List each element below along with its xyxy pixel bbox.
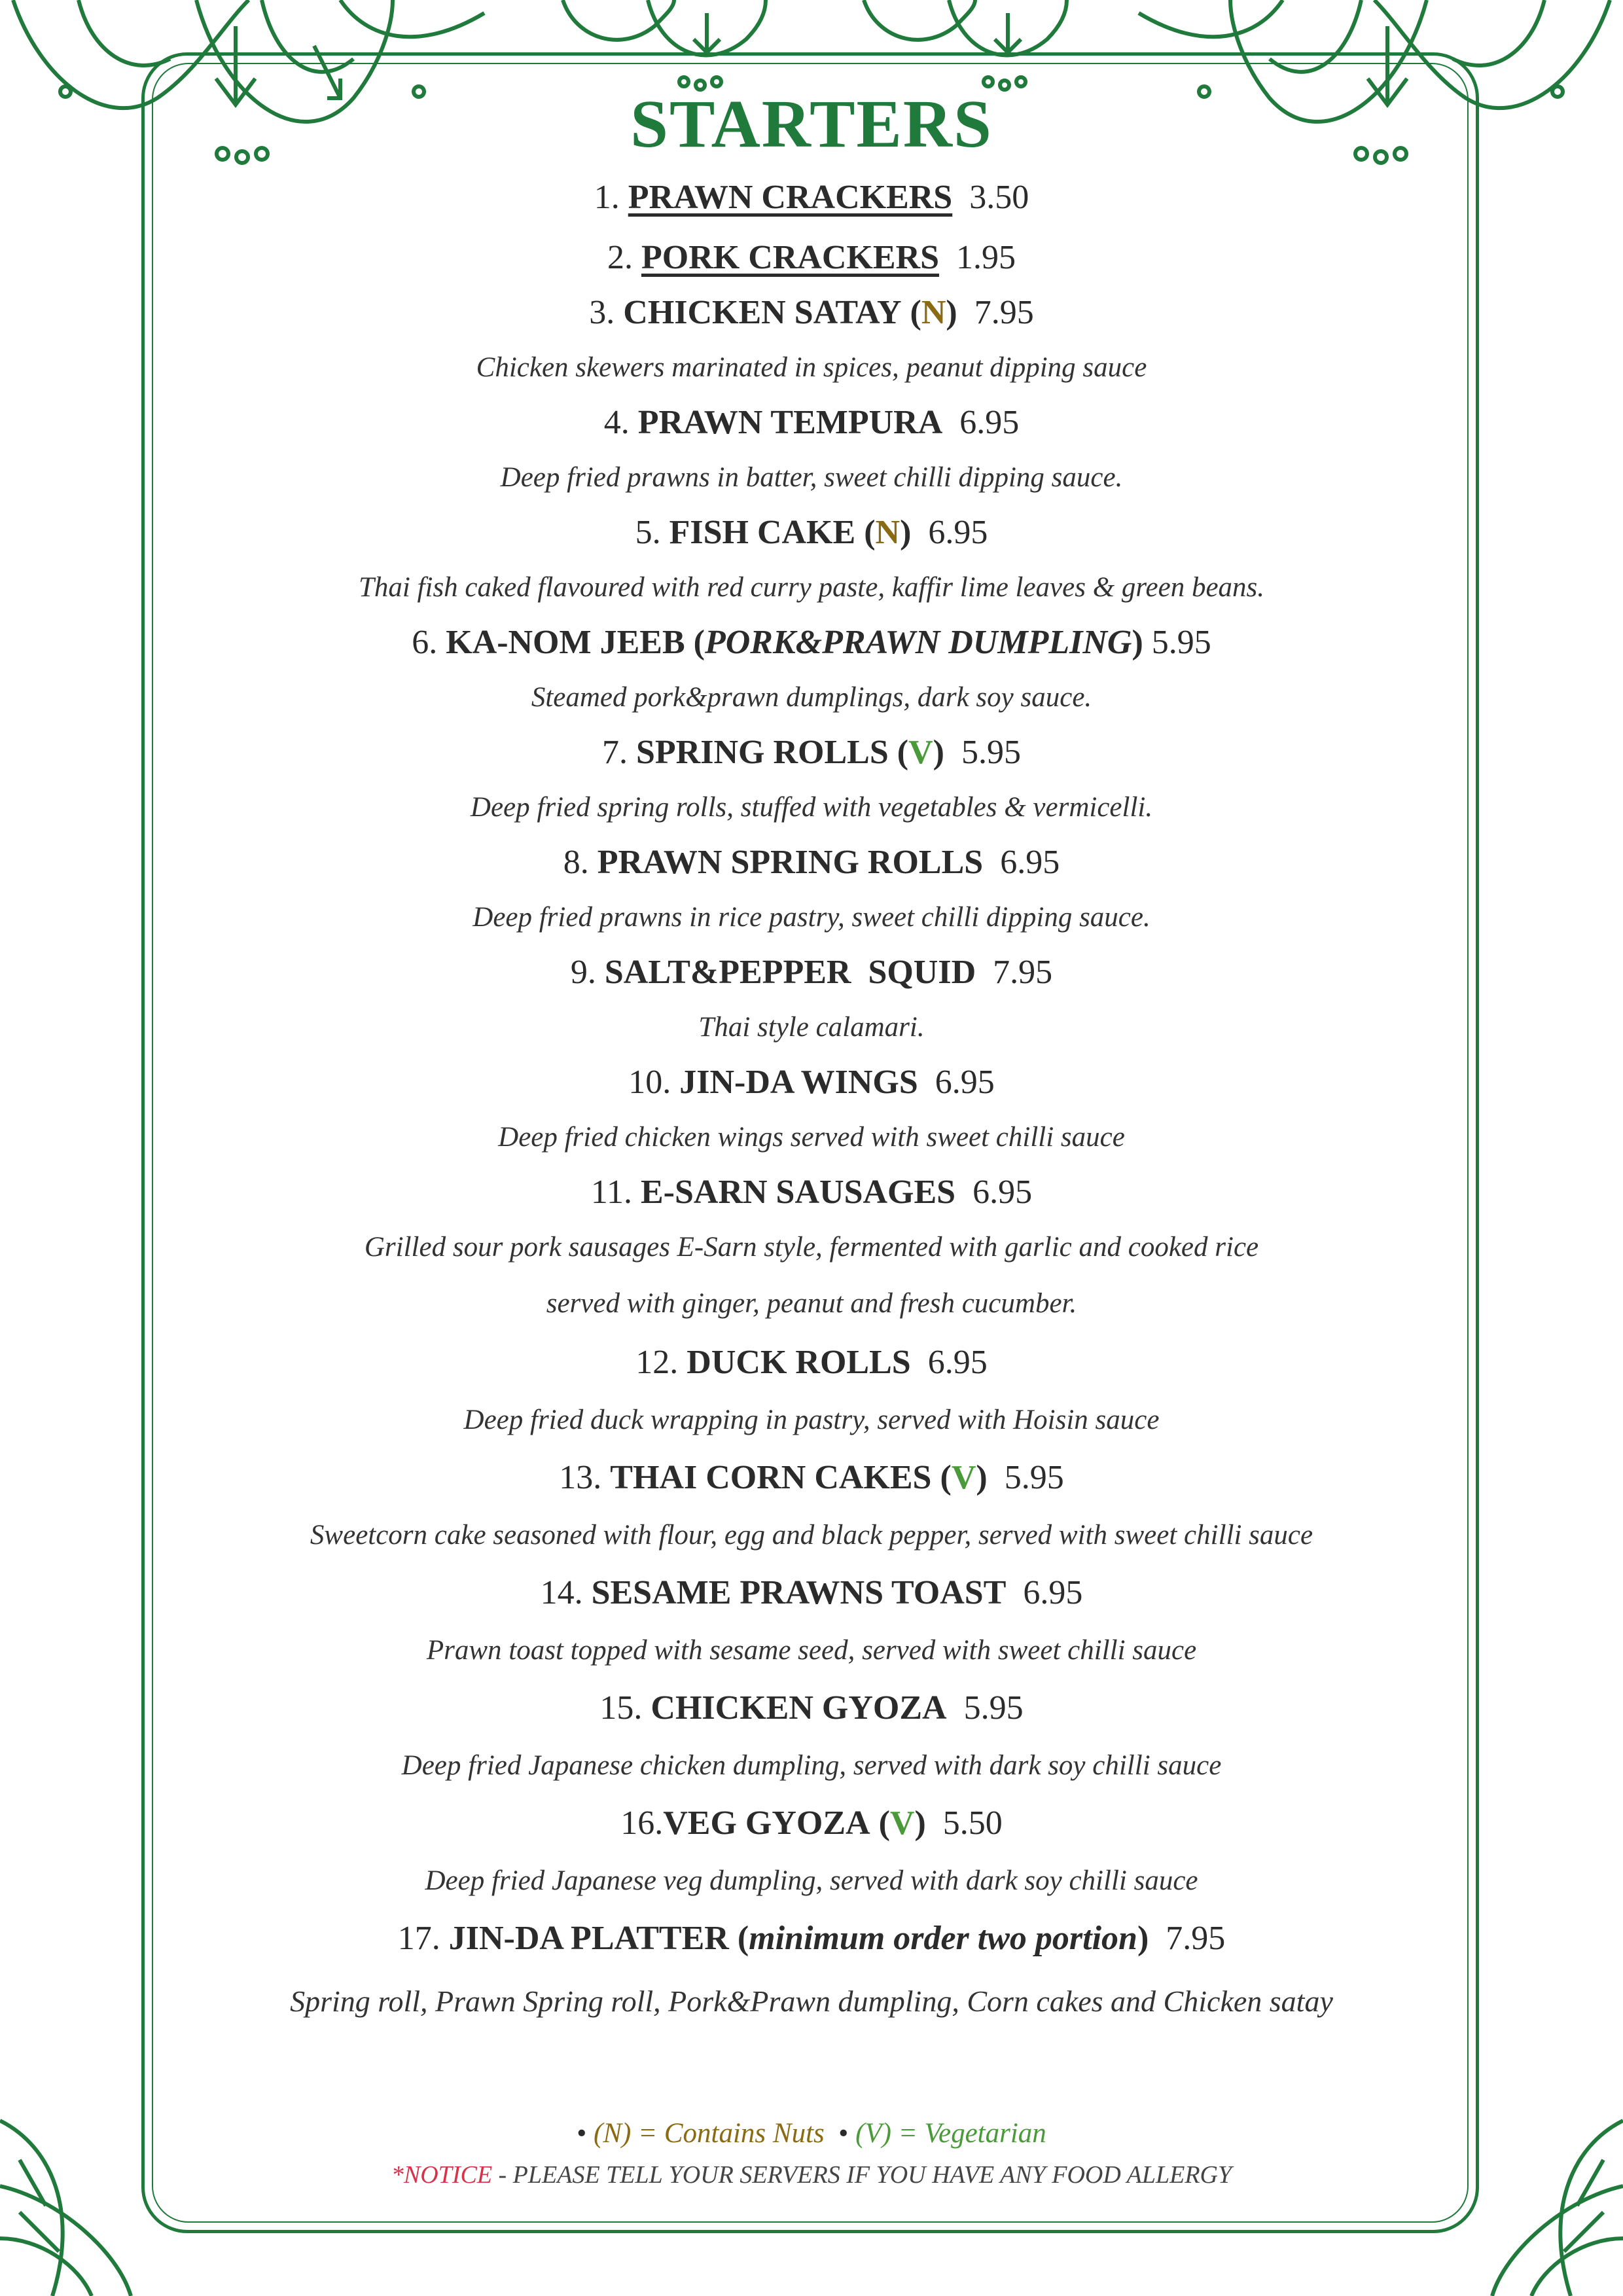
item-description: Deep fried Japanese veg dumpling, served with dark soy chilli sauce <box>425 1865 1198 1896</box>
nuts-legend: (N) = Contains Nuts <box>594 2118 825 2149</box>
item-price: 6.95 <box>972 1174 1033 1211</box>
item-name: SESAME PRAWNS TOAST <box>591 1574 1007 1611</box>
vegetarian-tag: V <box>889 1804 915 1842</box>
item-price: 6.95 <box>935 1064 995 1101</box>
item-description: Sweetcorn cake seasoned with flour, egg and black pepper, served with sweet chilli sauce <box>310 1520 1313 1551</box>
item-description: Prawn toast topped with sesame seed, served with sweet chilli sauce <box>426 1635 1197 1666</box>
item-description: Deep fried duck wrapping in pastry, served with Hoisin sauce <box>463 1405 1160 1435</box>
menu-item-16: 16.VEG GYOZA (V) 5.50 <box>620 1804 1003 1842</box>
item-price: 7.95 <box>1166 1920 1226 1957</box>
item-description: Steamed pork&prawn dumplings, dark soy sauce. <box>531 682 1092 713</box>
item-price: 7.95 <box>974 294 1034 331</box>
item-price: 6.95 <box>927 1344 988 1381</box>
item-description: Thai fish caked flavoured with red curry paste, kaffir lime leaves & green beans. <box>358 572 1265 603</box>
item-price: 6.95 <box>1000 844 1060 881</box>
item-number: 8. <box>563 844 589 881</box>
item-number: 9. <box>570 954 596 991</box>
menu-item-6: 6. KA-NOM JEEB (PORK&PRAWN DUMPLING) 5.95 <box>412 624 1211 661</box>
item-price: 6.95 <box>959 404 1020 441</box>
item-price: 1.95 <box>956 239 1016 276</box>
item-price: 5.95 <box>1151 624 1211 661</box>
item-name: THAI CORN CAKES <box>610 1459 932 1496</box>
item-name: E-SARN SAUSAGES <box>640 1174 956 1211</box>
item-price: 7.95 <box>993 954 1053 991</box>
item-price: 5.95 <box>963 1689 1024 1727</box>
item-name: SALT&PEPPER SQUID <box>604 954 976 991</box>
item-price: 5.95 <box>1004 1459 1064 1496</box>
item-name: FISH CAKE <box>669 514 856 551</box>
nuts-tag: N <box>875 514 901 551</box>
item-name: PRAWN CRACKERS <box>628 179 953 216</box>
item-name: CHICKEN GYOZA <box>651 1689 947 1727</box>
vegetarian-tag: V <box>908 734 933 771</box>
item-name: JIN-DA PLATTER <box>448 1920 729 1957</box>
item-description: Thai style calamari. <box>698 1012 925 1043</box>
menu-item-15 <box>157 1687 1466 1729</box>
item-name: CHICKEN SATAY <box>623 294 902 331</box>
menu-item-14 <box>157 1572 1466 1614</box>
item-subtitle: minimum order two portion <box>749 1920 1137 1957</box>
item-name: JIN-DA WINGS <box>679 1064 918 1101</box>
allergy-notice <box>0 2159 1623 2191</box>
item-price: 5.50 <box>942 1804 1003 1842</box>
menu-item-3: 3. CHICKEN SATAY (N) 7.95 <box>589 294 1034 331</box>
vegetarian-legend: (V) = Vegetarian <box>855 2118 1046 2149</box>
item-number: 3. <box>589 294 615 331</box>
menu-item-5: 5. FISH CAKE (N) 6.95 <box>635 514 988 551</box>
item-price: 6.95 <box>928 514 988 551</box>
menu-item-7: 7. SPRING ROLLS (V) 5.95 <box>602 734 1021 771</box>
item-name: DUCK ROLLS <box>687 1344 911 1381</box>
item-name: PRAWN TEMPURA <box>637 404 943 441</box>
item-number: 17. <box>397 1920 440 1957</box>
notice-label: *NOTICE <box>391 2161 493 2189</box>
item-name: KA-NOM JEEB <box>446 624 685 661</box>
menu-item-2 <box>157 237 1466 279</box>
item-description: Deep fried chicken wings served with sweet chilli sauce <box>498 1122 1125 1153</box>
menu-item-10 <box>157 1062 1466 1103</box>
item-name: PORK CRACKERS <box>641 239 940 276</box>
item-price: 6.95 <box>1023 1574 1083 1611</box>
item-number: 6. <box>412 624 438 661</box>
notice-text: - PLEASE TELL YOUR SERVERS IF YOU HAVE ANY FOOD ALLERGY <box>492 2161 1232 2189</box>
item-number: 12. <box>635 1344 679 1381</box>
item-description: Chicken skewers marinated in spices, peanut dipping sauce <box>476 352 1147 383</box>
item-description: Deep fried prawns in rice pastry, sweet chilli dipping sauce. <box>473 902 1150 933</box>
item-number: 11. <box>590 1174 632 1211</box>
item-description: Deep fried spring rolls, stuffed with vegetables & vermicelli. <box>470 792 1153 823</box>
menu-item-8 <box>157 842 1466 884</box>
menu-item-13: 13. THAI CORN CAKES (V) 5.95 <box>559 1459 1064 1496</box>
item-description: Spring roll, Prawn Spring roll, Pork&Prawn dumpling, Corn cakes and Chicken satay <box>290 1984 1333 2018</box>
menu-item-17: 17. JIN-DA PLATTER (minimum order two portion) 7.95 <box>397 1920 1226 1957</box>
menu-item-9 <box>157 952 1466 994</box>
item-subtitle: PORK&PRAWN DUMPLING <box>704 624 1132 661</box>
item-price: 3.50 <box>969 179 1029 216</box>
nuts-tag: N <box>921 294 946 331</box>
item-name: VEG GYOZA <box>663 1804 870 1842</box>
item-number: 16. <box>620 1804 664 1842</box>
item-number: 14. <box>540 1574 583 1611</box>
item-number: 5. <box>635 514 661 551</box>
item-description: Grilled sour pork sausages E-Sarn style, fermented with garlic and cooked rice <box>364 1232 1259 1263</box>
item-description: Deep fried prawns in batter, sweet chilli dipping sauce. <box>500 462 1123 493</box>
item-name: PRAWN SPRING ROLLS <box>597 844 984 881</box>
item-number: 2. <box>607 239 633 276</box>
menu-item-4 <box>157 402 1466 444</box>
item-name: SPRING ROLLS <box>636 734 889 771</box>
item-description: Deep fried Japanese chicken dumpling, served with dark soy chilli sauce <box>401 1750 1222 1781</box>
item-number: 13. <box>559 1459 602 1496</box>
page-title: STARTERS <box>630 86 993 162</box>
dietary-legend: • (N) = Contains Nuts • (V) = Vegetarian <box>577 2118 1046 2149</box>
item-number: 15. <box>599 1689 643 1727</box>
item-number: 1. <box>594 179 620 216</box>
item-number: 7. <box>602 734 628 771</box>
menu-item-12 <box>157 1342 1466 1384</box>
menu-item-1 <box>157 177 1466 219</box>
item-price: 5.95 <box>961 734 1021 771</box>
starters-list <box>157 177 1466 2021</box>
menu-item-11 <box>157 1172 1466 1213</box>
item-number: 10. <box>628 1064 671 1101</box>
item-number: 4. <box>603 404 630 441</box>
item-description-line-2: served with ginger, peanut and fresh cucumber. <box>546 1288 1077 1319</box>
vegetarian-tag: V <box>951 1459 976 1496</box>
